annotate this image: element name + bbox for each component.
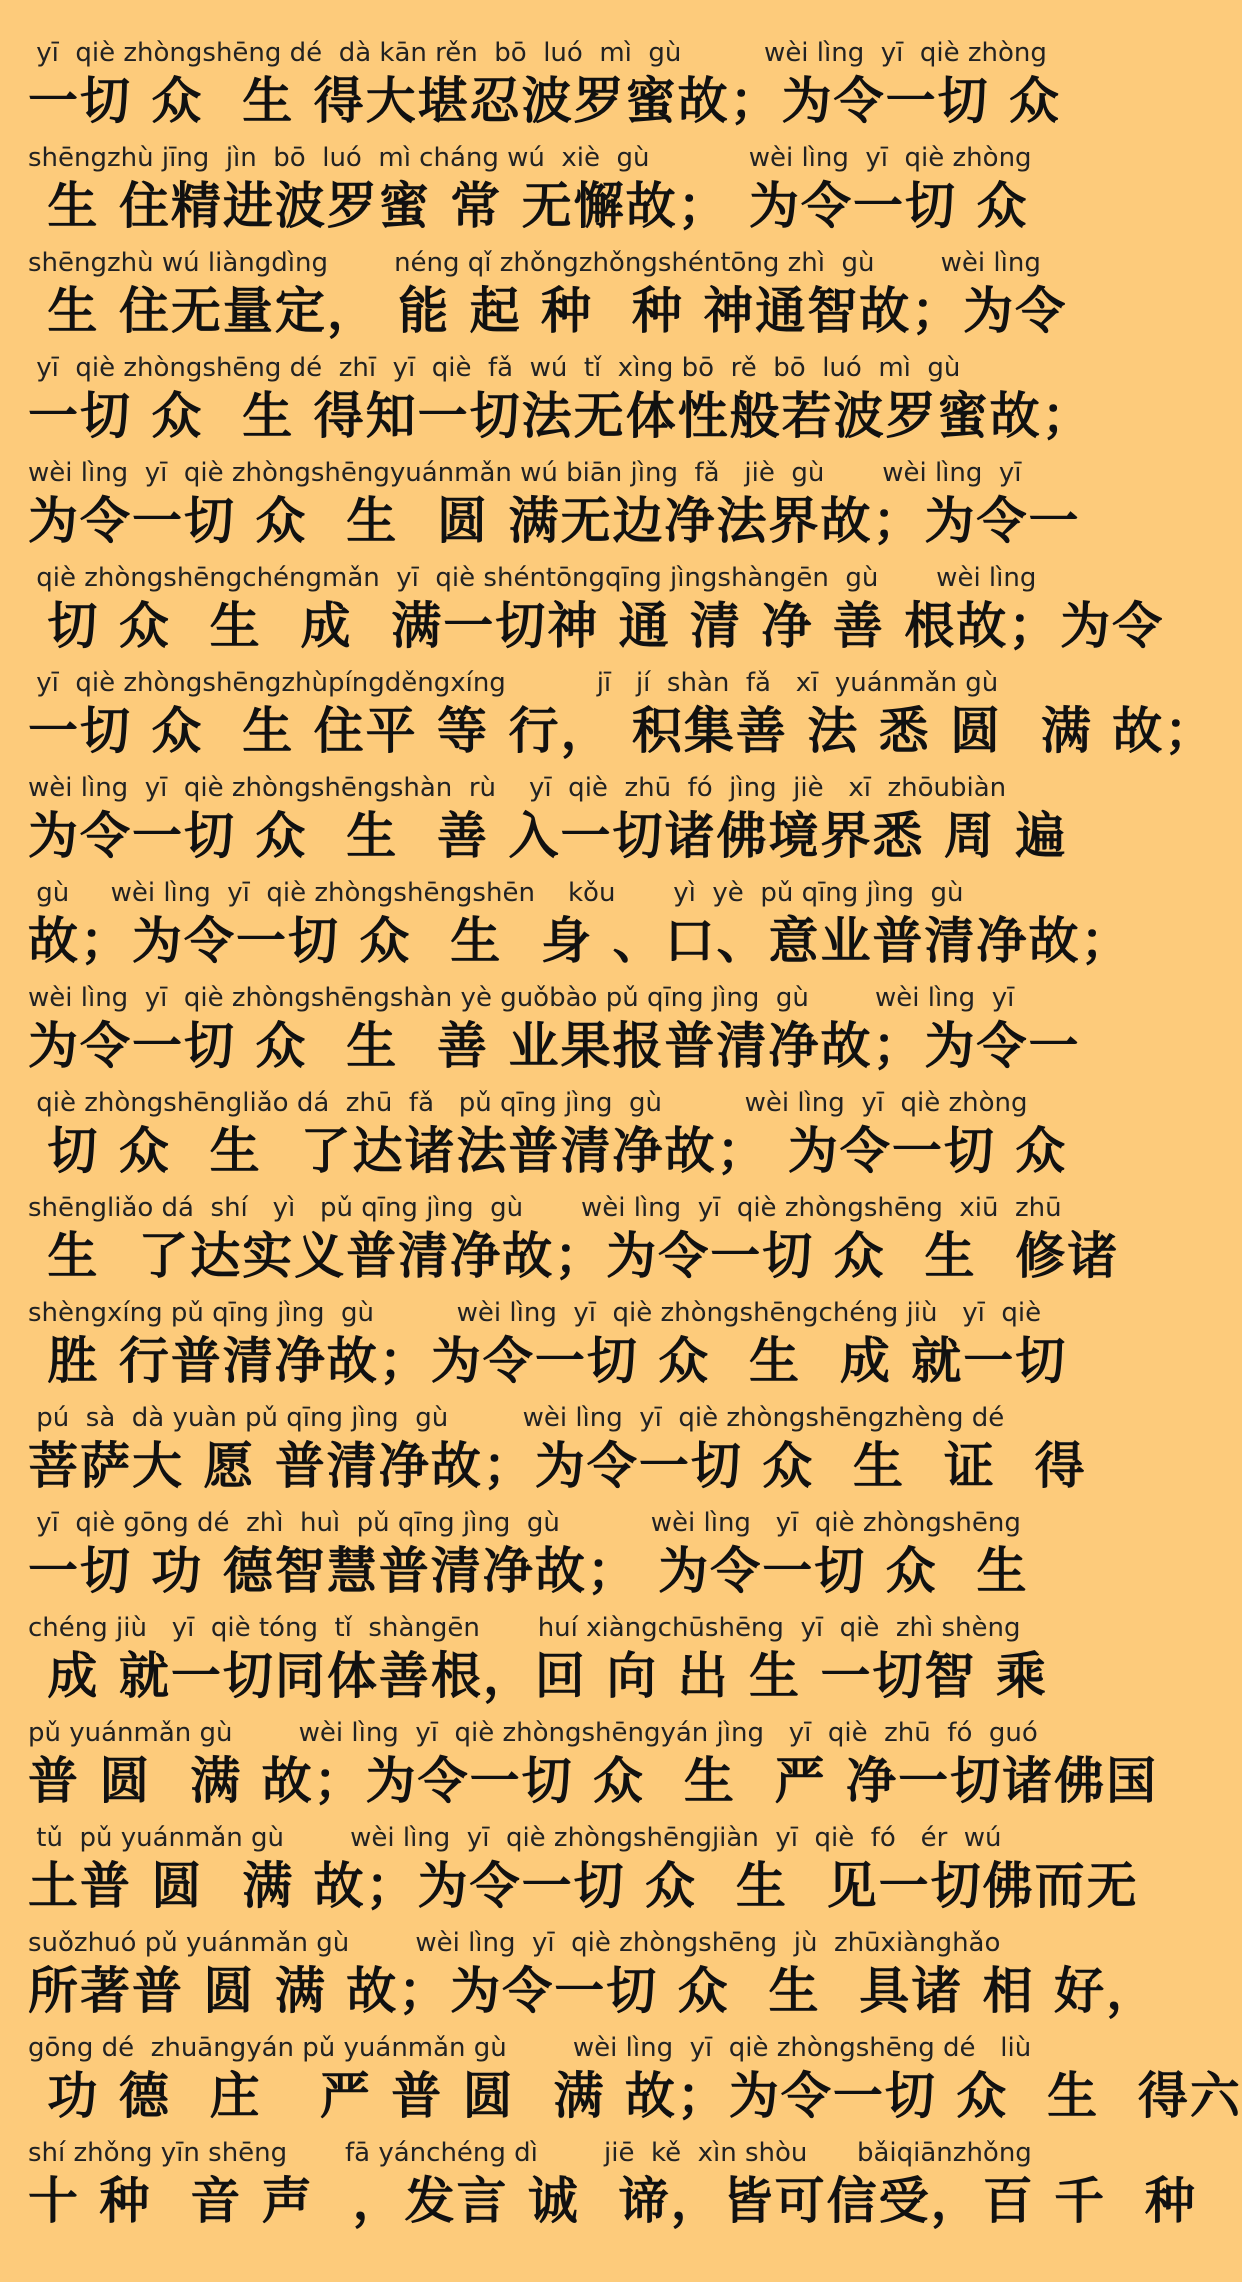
text-line <box>28 1298 1068 1403</box>
text-line <box>28 878 1133 983</box>
text-line <box>28 2138 1197 2243</box>
chinese-text: 一切 众 生 得知一切法无体性般若波罗蜜故； <box>28 387 1094 445</box>
pinyin-annotation: yī qiè gōng dé zhì huì pǔ qīng jìng gù wèi lìng yī qiè zhòngshēng <box>28 1508 1021 1538</box>
chinese-text: 生 住无量定， 能 起 种 种 神通智故；为令 <box>28 282 1068 340</box>
chinese-text: 功 德 庄 严 普 圆 满 故；为令一切 众 生 得六 <box>28 2067 1242 2125</box>
text-line <box>28 1508 1052 1613</box>
pinyin-annotation: suǒzhuó pǔ yuánmǎn gù wèi lìng yī qiè zhòngshēng jù zhūxiànghǎo <box>28 1928 1001 1958</box>
pinyin-annotation: yī qiè zhòngshēngzhùpíngděngxíng jī jí shàn fǎ xī yuánmǎn gù <box>28 668 999 698</box>
pinyin-annotation: pú sà dà yuàn pǔ qīng jìng gù wèi lìng yī qiè zhòngshēngzhèng dé <box>28 1403 1005 1433</box>
chinese-text: 故；为令一切 众 生 身 、口、意业普清净故； <box>28 912 1133 970</box>
pinyin-annotation: shèngxíng pǔ qīng jìng gù wèi lìng yī qiè zhòngshēngchéng jiù yī qiè <box>28 1298 1042 1328</box>
text-line <box>28 353 1094 458</box>
chinese-text: 为令一切 众 生 善 业果报普清净故；为令一 <box>28 1017 1081 1075</box>
pinyin-annotation: wèi lìng yī qiè zhòngshēngshàn yè guǒbào pǔ qīng jìng gù wèi lìng yī <box>28 983 1015 1013</box>
text-line <box>28 1403 1087 1508</box>
chinese-text: 胜 行普清净故；为令一切 众 生 成 就一切 <box>28 1332 1068 1390</box>
chinese-text: 为令一切 众 生 圆 满无边净法界故；为令一 <box>28 492 1081 550</box>
chinese-text: 切 众 生 成 满一切神 通 清 净 善 根故；为令 <box>28 597 1165 655</box>
pinyin-annotation: shēngzhù jīng jìn bō luó mì cháng wú xiè gù wèi lìng yī qiè zhòng <box>28 143 1032 173</box>
pinyin-annotation: chéng jiù yī qiè tóng tǐ shàngēn huí xiàngchūshēng yī qiè zhì shèng <box>28 1613 1021 1643</box>
text-line <box>28 38 1062 143</box>
chinese-text: 一切 众 生 得大堪忍波罗蜜故；为令一切 众 <box>28 72 1062 130</box>
pinyin-annotation: shēngzhù wú liàngdìng néng qǐ zhǒngzhǒngshéntōng zhì gù wèi lìng <box>28 248 1041 278</box>
pinyin-annotation: yī qiè zhòngshēng dé zhī yī qiè fǎ wú tǐ xìng bō rě bō luó mì gù <box>28 353 961 383</box>
chinese-text: 一切 众 生 住平 等 行， 积集善 法 悉 圆 满 故； <box>28 702 1217 760</box>
pinyin-annotation: gù wèi lìng yī qiè zhòngshēngshēn kǒu yì yè pǔ qīng jìng gù <box>28 878 964 908</box>
text-line <box>28 1088 1068 1193</box>
chinese-text: 十 种 音 声 ，发言 诚 谛，皆可信受，百 千 种 <box>28 2172 1197 2230</box>
pinyin-annotation: qiè zhòngshēngchéngmǎn yī qiè shéntōngqīng jìngshàngēn gù wèi lìng <box>28 563 1037 593</box>
chinese-text: 土普 圆 满 故；为令一切 众 生 见一切佛而无 <box>28 1857 1139 1915</box>
pinyin-annotation: qiè zhòngshēngliǎo dá zhū fǎ pǔ qīng jìng gù wèi lìng yī qiè zhòng <box>28 1088 1028 1118</box>
pinyin-annotation: shēngliǎo dá shí yì pǔ qīng jìng gù wèi lìng yī qiè zhòngshēng xiū zhū <box>28 1193 1062 1223</box>
text-line <box>28 983 1081 1088</box>
text-line <box>28 2033 1242 2138</box>
pinyin-annotation: yī qiè zhòngshēng dé dà kān rěn bō luó mì gù wèi lìng yī qiè zhòng <box>28 38 1047 68</box>
chinese-text: 普 圆 满 故；为令一切 众 生 严 净一切诸佛国 <box>28 1752 1159 1810</box>
chinese-text: 所著普 圆 满 故；为令一切 众 生 具诸 相 好， <box>28 1962 1159 2020</box>
chinese-text: 成 就一切同体善根，回 向 出 生 一切智 乘 <box>28 1647 1048 1705</box>
chinese-text: 生 了达实义普清净故；为令一切 众 生 修诸 <box>28 1227 1120 1285</box>
pinyin-annotation: pǔ yuánmǎn gù wèi lìng yī qiè zhòngshēngyán jìng yī qiè zhū fó guó <box>28 1718 1038 1748</box>
text-line <box>28 1613 1052 1718</box>
chinese-text: 为令一切 众 生 善 入一切诸佛境界悉 周 遍 <box>28 807 1068 865</box>
text-line <box>28 1928 1159 2033</box>
chinese-text: 生 住精进波罗蜜 常 无懈故； 为令一切 众 <box>28 177 1029 235</box>
chinese-text: 菩萨大 愿 普清净故；为令一切 众 生 证 得 <box>28 1437 1087 1495</box>
chinese-text: 一切 功 德智慧普清净故； 为令一切 众 生 <box>28 1542 1029 1600</box>
text-line <box>28 773 1068 878</box>
chinese-text: 切 众 生 了达诸法普清净故； 为令一切 众 <box>28 1122 1068 1180</box>
pinyin-annotation: tǔ pǔ yuánmǎn gù wèi lìng yī qiè zhòngshēngjiàn yī qiè fó ér wú <box>28 1823 1002 1853</box>
pinyin-annotation: gōng dé zhuāngyán pǔ yuánmǎn gù wèi lìng yī qiè zhòngshēng dé liù <box>28 2033 1032 2063</box>
text-line <box>28 143 1052 248</box>
text-line <box>28 248 1068 353</box>
pinyin-annotation: wèi lìng yī qiè zhòngshēngyuánmǎn wú biān jìng fǎ jiè gù wèi lìng yī <box>28 458 1022 488</box>
text-line <box>28 1193 1120 1298</box>
text-line <box>28 1718 1159 1823</box>
pinyin-annotation: wèi lìng yī qiè zhòngshēngshàn rù yī qiè zhū fó jìng jiè xī zhōubiàn <box>28 773 1007 803</box>
text-line <box>28 458 1081 563</box>
text-line <box>28 1823 1139 1928</box>
pinyin-annotation: shí zhǒng yīn shēng fā yánchéng dì jiē kě xìn shòu bǎiqiānzhǒng <box>28 2138 1032 2168</box>
text-line <box>28 668 1217 773</box>
text-line <box>28 563 1165 668</box>
